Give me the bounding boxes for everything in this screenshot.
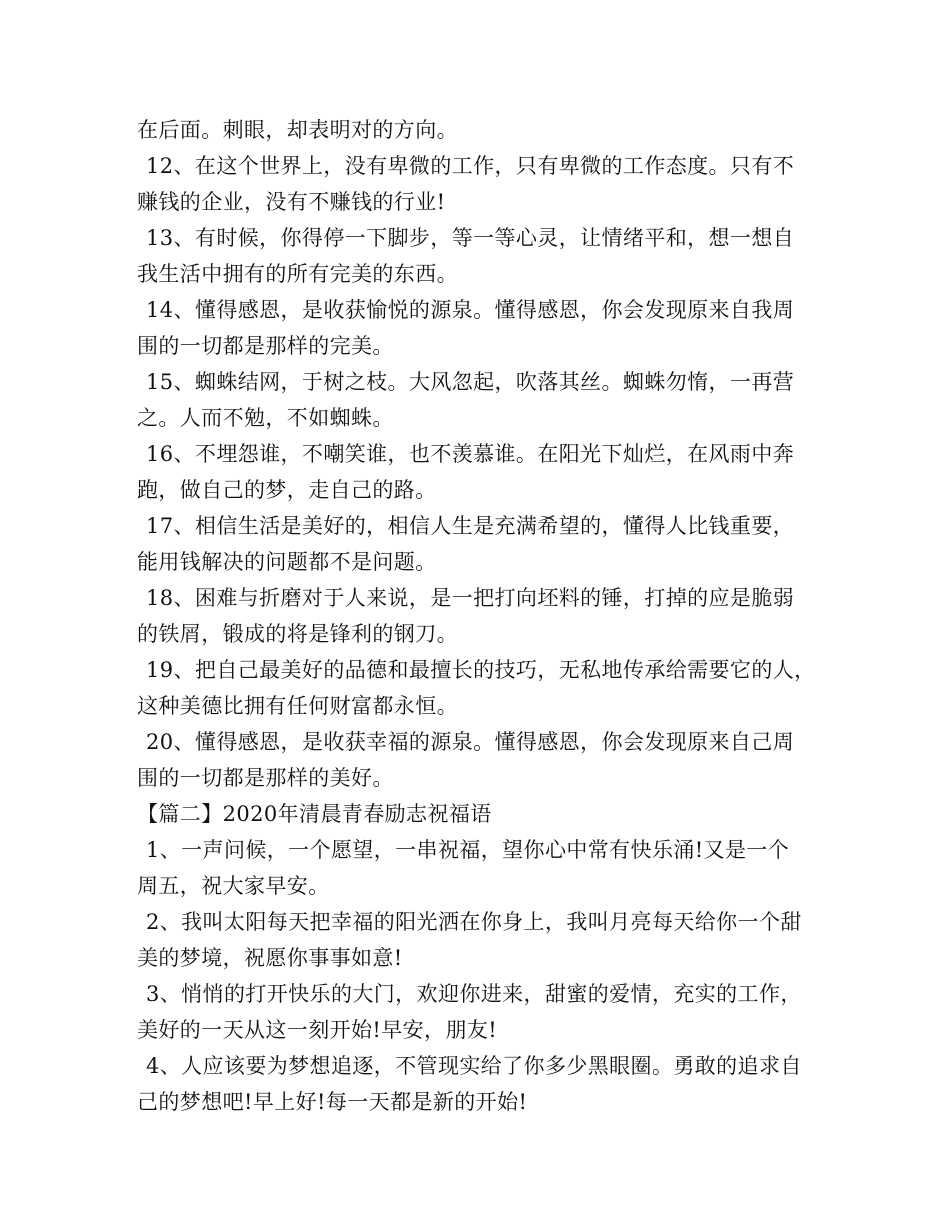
text-line: 1、一声问候，一个愿望，一串祝福，望你心中常有快乐涌!又是一个 [146,838,790,862]
text-line: 赚钱的企业，没有不赚钱的行业! [137,190,446,214]
text-line: 18、困难与折磨对于人来说，是一把打向坯料的锤，打掉的应是脆弱 [146,586,795,610]
text-line: 3、悄悄的打开快乐的大门，欢迎你进来，甜蜜的爱情，充实的工作， [146,982,802,1006]
text-line: 16、不埋怨谁，不嘲笑谁，也不羡慕谁。在阳光下灿烂，在风雨中奔 [146,442,795,466]
text-line: 围的一切都是那样的完美。 [137,334,394,358]
section-heading: 【篇二】2020年清晨青春励志祝福语 [137,802,492,826]
text-line: 的铁屑，锻成的将是锋利的钢刀。 [137,622,458,646]
text-line: 这种美德比拥有任何财富都永恒。 [137,694,458,718]
text-line: 15、蜘蛛结网，于树之枝。大风忽起，吹落其丝。蜘蛛勿惰，一再营 [146,370,795,394]
text-line: 周五，祝大家早安。 [137,874,330,898]
text-line: 之。人而不勉，不如蜘蛛。 [137,406,394,430]
text-line: 4、人应该要为梦想追逐，不管现实给了你多少黑眼圈。勇敢的追求自 [146,1054,802,1078]
text-line: 13、有时候，你得停一下脚步，等一等心灵，让情绪平和，想一想自 [146,226,795,250]
text-line: 20、懂得感恩，是收获幸福的源泉。懂得感恩，你会发现原来自己周 [146,730,795,754]
text-line: 14、懂得感恩，是收获愉悦的源泉。懂得感恩，你会发现原来自我周 [146,298,795,322]
text-line: 围的一切都是那样的美好。 [137,766,394,790]
text-line: 美好的一天从这一刻开始!早安，朋友! [137,1018,498,1042]
text-line: 跑，做自己的梦，走自己的路。 [137,478,437,502]
text-line: 12、在这个世界上，没有卑微的工作，只有卑微的工作态度。只有不 [146,154,795,178]
text-line: 17、相信生活是美好的，相信人生是充满希望的，懂得人比钱重要， [146,514,795,538]
text-line: 能用钱解决的问题都不是问题。 [137,550,437,574]
text-line: 己的梦想吧!早上好!每一天都是新的开始! [137,1090,528,1114]
text-line: 在后面。刺眼，却表明对的方向。 [137,118,458,142]
text-line: 2、我叫太阳每天把幸福的阳光洒在你身上，我叫月亮每天给你一个甜 [146,910,802,934]
text-line: 我生活中拥有的所有完美的东西。 [137,262,458,286]
text-line: 美的梦境，祝愿你事事如意! [137,946,403,970]
text-line: 19、把自己最美好的品德和最擅长的技巧，无私地传承给需要它的人， [146,658,816,682]
